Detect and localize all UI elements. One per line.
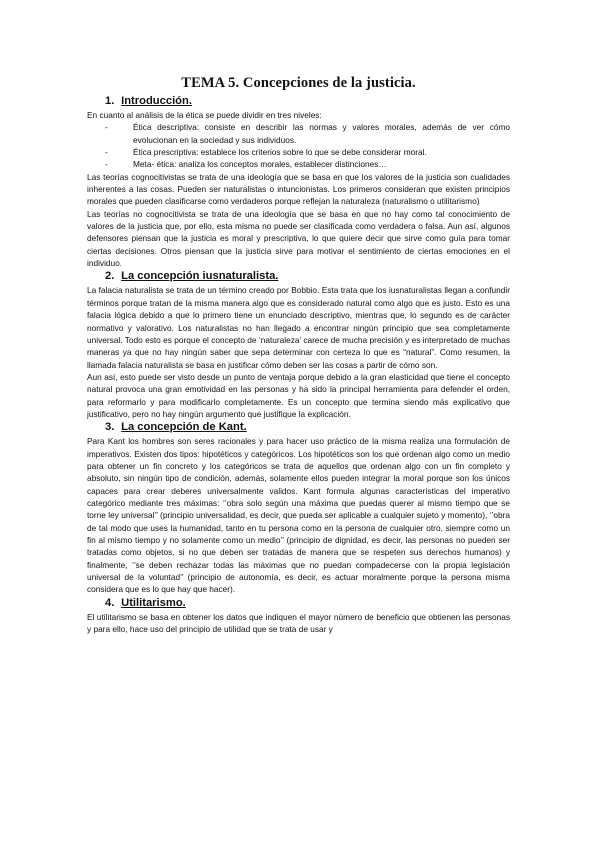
paragraph: Para Kant los hombres son seres racionales y para hacer uso práctico de la misma realiza una formulación de imperativos. Existen dos tipos: hipotéticos y categóricos. Los hipotéticos son los que ordenan algo como un medio para obtener un fin concreto y los categóricos se trata de aquellos que ordenan algo con un fin completo y absoluto, sin ningún tipo de condición, además, solamente ellos pueden integrar la moral porque son los únicos capaces para crear deberes universalmente validos. Kant formula algunas características del imperativo categórico mediante tres máximas: ‘’obra solo según una máxima que puedas querer al mismo tiempo que se torne ley universal’’ (principio universalidad, es decir, que pueda ser aplicable a cualquier sujeto y momento), ‘’obra de tal modo que uses la humanidad, tanto en tu persona como en la persona de cualquier otro, siempre como un fin al mismo tiempo y no solamente como un medio’’ (principio de dignidad, es decir, las personas no pueden ser tratadas como objetos, si no que deben ser tratadas de manera que se respeten sus derechos humanos) y finalmente, ‘’se deben rechazar todas las máximas que no puedan compadecerse con la propia legislación universal de la voluntad’’ (principio de autonomía, es decir, es actuar moralmente porque la persona misma considera que es lo que hay que hacer).: [87, 436, 510, 595]
section-heading-kant: [87, 420, 510, 435]
list-item: [87, 158, 510, 170]
dash-bullet-icon: -: [105, 147, 108, 158]
section-heading-utilitarismo: [87, 596, 510, 611]
dash-bullet-icon: -: [105, 122, 108, 133]
list-item: [87, 146, 510, 158]
section-title: La concepción de Kant.: [121, 421, 247, 434]
paragraph: La falacia naturalista se trata de un término creado por Bobbio. Esta trata que los iusnaturalistas llegan a confundir términos porque tratan de la misma manera algo que es considerado natural como algo que es justo. Esto es una falacia lógica debido a que lo primero tiene un enunciado descriptivo, mientras que, lo segundo es de carácter normativo y valorativo. Los naturalistas no han llegado a encontrar ningún principio que sea completamente universal. Todo esto es porque el concepto de ‘naturaleza’ carece de mucha precisión y es interpretado de muchas maneras ya que no hay ningún saber que sepa determinar con certeza lo que es “natural”. Como resumen, la llamada falacia naturalista se basa en justificar cómo deben ser las cosas a partir de cómo son.: [87, 285, 510, 370]
paragraph: Aun así, esto puede ser visto desde un punto de ventaja porque debido a la gran elasticidad que tiene el concepto natural provoca una gran emotividad en las personas y ha sido la principal herramienta para defender el orden, para reformarlo y para modificarlo completamente. Es un concepto que termina siendo más explicativo que justificativo, pero no hay ningún argumento que justifique la explicación.: [87, 371, 510, 419]
section-title: Utilitarismo.: [121, 596, 186, 609]
intro-sentence: En cuanto al análisis de la ética se puede dividir en tres niveles:: [87, 110, 322, 120]
section-number: 4.: [105, 596, 115, 609]
paragraph: El utilitarismo se basa en obtener los datos que indiquen el mayor número de beneficio que obtienen las personas y para ello, hace uso del principio de utilidad que se trata de usar y: [87, 611, 510, 635]
dash-bullet-icon: -: [105, 159, 108, 170]
section-number: 1.: [105, 95, 115, 107]
ethics-levels-list: [87, 121, 510, 170]
paragraph: Las teorías no cognocitivista se trata de una ideología que se basa en que no hay como tal conocimiento de valores de la justicia que, por ello, esta misma no puede ser clasificada como verdadera o falsa. Aun así, algunos defensores piensan que la justicia es moral y prescriptiva, lo que quiere decir que sirve como guía para tomar ciertas decisiones. Otros piensan que la justicia sirve para motivar el sentimiento de ciertas emociones en el individuo.: [87, 208, 510, 269]
section-heading-introduccion: [87, 94, 510, 109]
section-title: La concepción iusnaturalista.: [121, 270, 279, 283]
section-title: Introducción.: [121, 95, 192, 107]
section-number: 3.: [105, 421, 115, 434]
section-heading-iusnaturalista: [87, 269, 510, 284]
list-item-text: Ética prescriptiva: establece los criterios sobre lo que se debe considerar moral.: [133, 147, 427, 158]
list-item: [87, 121, 510, 146]
section-number: 2.: [105, 270, 115, 283]
paragraph: Las teorías cognocitivistas se trata de una ideología que se basa en que los valores de la justicia son cualidades inherentes a las cosas. Pueden ser naturalistas o intuncionistas. Los primeros consideran que existen principios morales que pueden clasificarse como verdaderos porque reflejan la naturaleza (naturalismo o utilitarismo): [87, 171, 510, 207]
document-title: TEMA 5. Concepciones de la justicia.: [181, 75, 416, 91]
list-item-text: Meta- ética: analiza los conceptos morales, establecer distinciones…: [133, 159, 387, 170]
list-item-text: Ética descriptiva: consiste en describir las normas y valores morales, además de ver cómo evolucionan en la sociedad y sus individuos.: [133, 122, 510, 145]
